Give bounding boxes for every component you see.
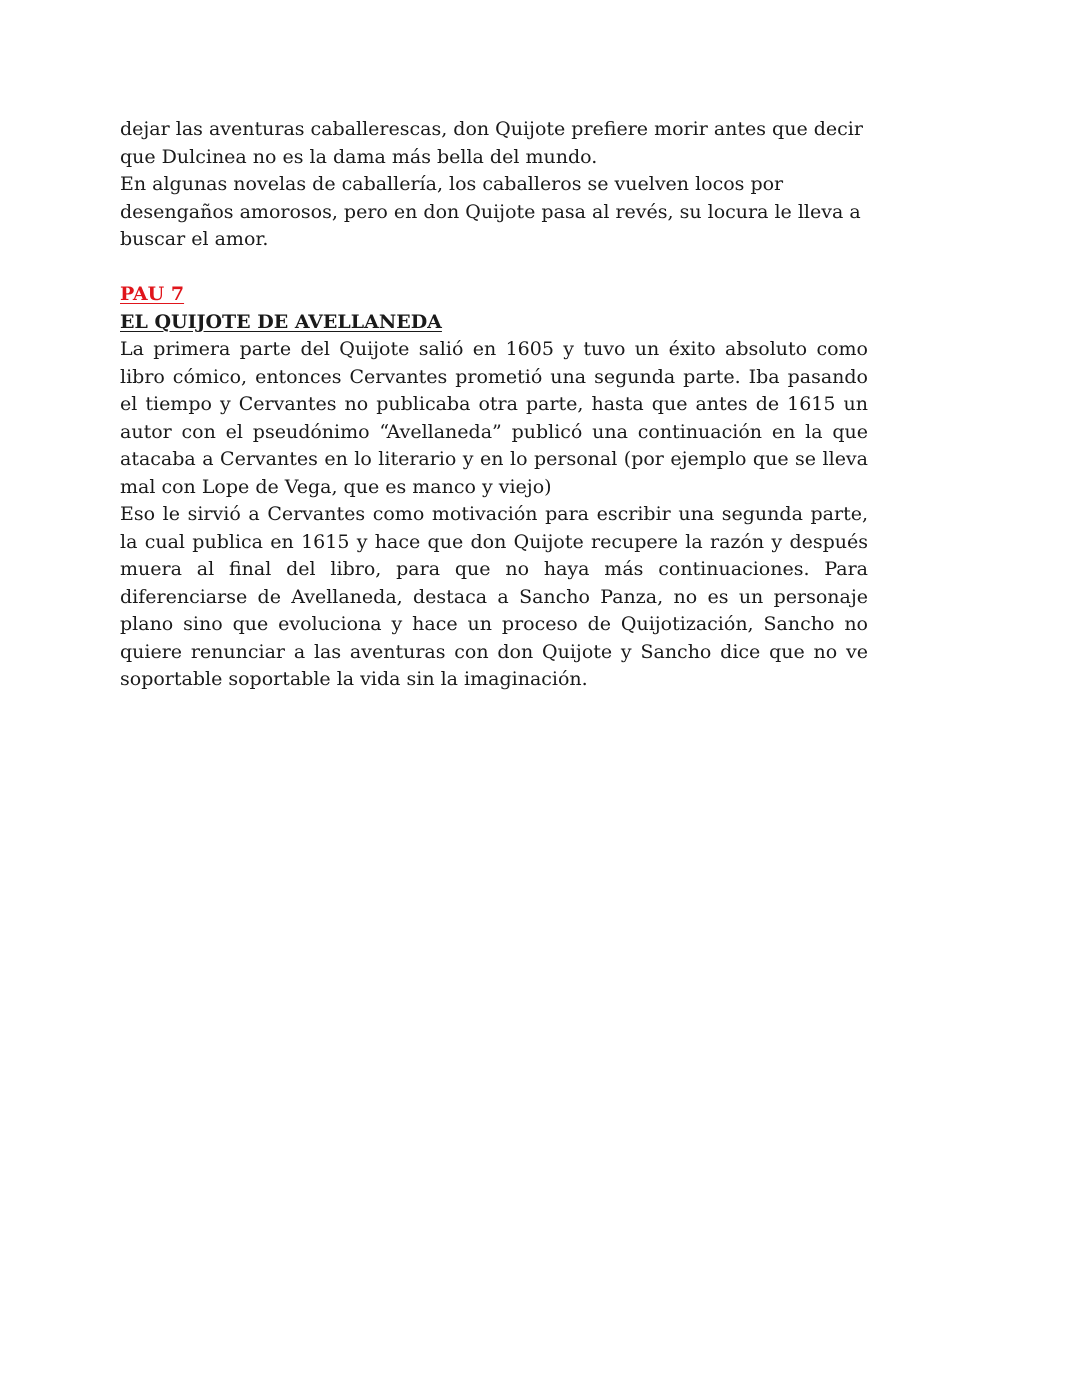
section-title: EL QUIJOTE DE AVELLANEDA [120,310,442,333]
intro-paragraph-2: En algunas novelas de caballería, los caballeros se vuelven locos por desengaños amorosos, pero en don Quijote pasa al revés, su locura le lleva a buscar el amor. [120,173,861,250]
document-page [120,116,868,694]
intro-paragraph-1: dejar las aventuras caballerescas, don Quijote prefiere morir antes que decir que Dulcinea no es la dama más bella del mundo. [120,118,863,168]
section-label: PAU 7 [120,283,185,305]
body-paragraph-2: Eso le sirvió a Cervantes como motivación para escribir una segunda parte, la cual publica en 1615 y hace que don Quijote recupere la razón y después muera al final del libro, para que no haya más continuaciones. Para diferenciarse de Avellaneda, destaca a Sancho Panza, no es un personaje plano sino que evoluciona y hace un proceso de Quijotización, Sancho no quiere renunciar a las aventuras con don Quijote y Sancho dice que no ve soportable soportable la vida sin la imaginación. [120,503,868,690]
paragraph-spacer [120,254,868,282]
body-paragraph-1: La primera parte del Quijote salió en 1605 y tuvo un éxito absoluto como libro cómico, entonces Cervantes prometió una segunda parte. Iba pasando el tiempo y Cervantes no publicaba otra parte, hasta que antes de 1615 un autor con el pseudónimo “Avellaneda” publicó una continuación en la que atacaba a Cervantes en lo literario y en lo personal (por ejemplo que se lleva mal con Lope de Vega, que es manco y viejo) [120,338,868,498]
